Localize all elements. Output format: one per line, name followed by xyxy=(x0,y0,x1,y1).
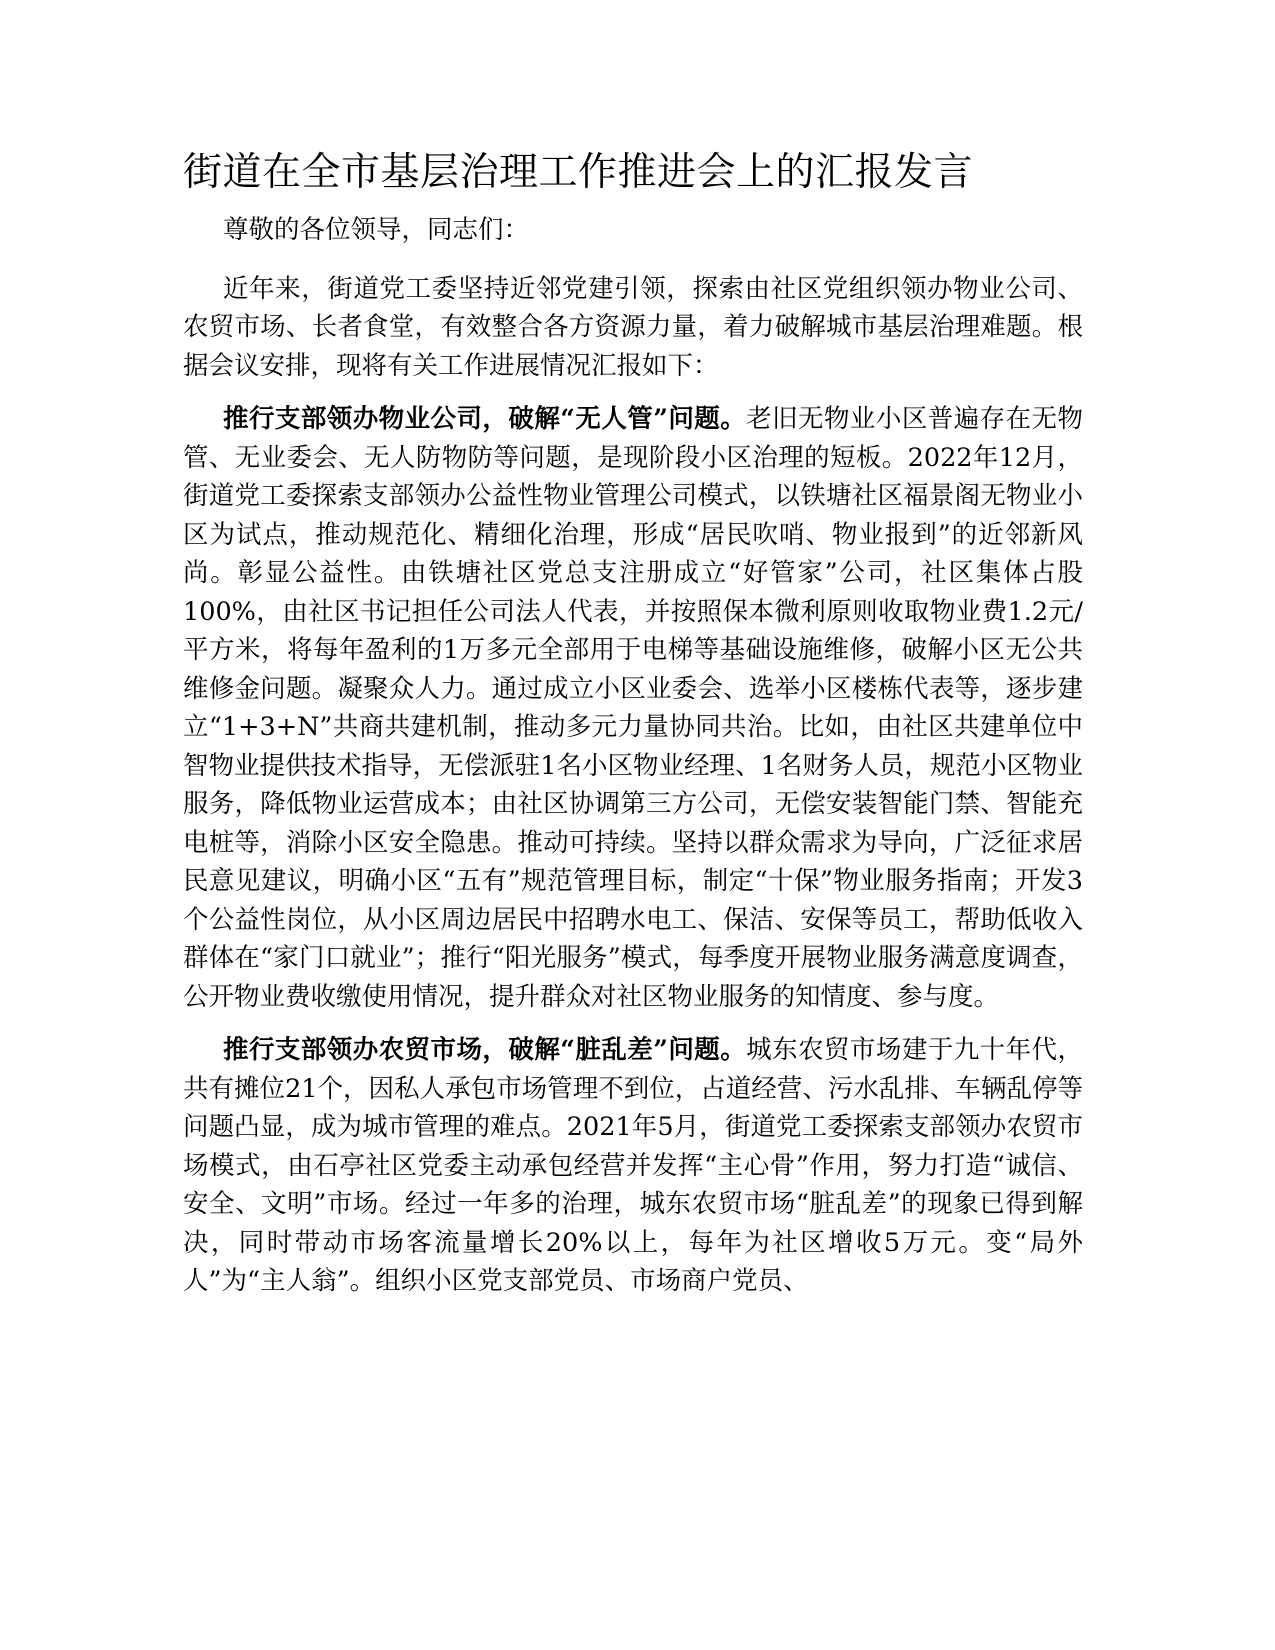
document-title: 街道在全市基层治理工作推进会上的汇报发言 xyxy=(183,150,974,195)
section-property-heading: 推行支部领办物业公司，破解“无人管”问题。 xyxy=(223,404,747,434)
intro-paragraph: 近年来，街道党工委坚持近邻党建引领，探索由社区党组织领办物业公司、农贸市场、长者食堂，有效整合各方资源力量，着力破解城市基层治理难题。根据会议安排，现将有关工作进展情况汇报如下： xyxy=(183,273,1083,381)
section-property-paragraph xyxy=(183,400,1083,1016)
section-market-heading: 推行支部领办农贸市场，破解“脏乱差”问题。 xyxy=(223,1035,747,1065)
section-market-body: 城东农贸市场建于九十年代，共有摊位21个，因私人承包市场管理不到位，占道经营、污水乱排、车辆乱停等问题凸显，成为城市管理的难点。2021年5月，街道党工委探索支部领办农贸市场模式，由石亭社区党委主动承包经营并发挥“主心骨”作用，努力打造“诚信、安全、文明”市场。经过一年多的治理，城东农贸市场“脏乱差”的现象已得到解决，同时带动市场客流量增长20%以上，每年为社区增收5万元。变“局外人”为“主人翁”。组织小区党支部党员、市场商户党员、 xyxy=(183,1035,1083,1296)
document-page xyxy=(183,145,1083,1316)
section-property-body: 老旧无物业小区普遍存在无物管、无业委会、无人防物防等问题，是现阶段小区治理的短板。2022年12月，街道党工委探索支部领办公益性物业管理公司模式，以铁塘社区福景阁无物业小区为试点，推动规范化、精细化治理，形成“居民吹哨、物业报到”的近邻新风尚。彰显公益性。由铁塘社区党总支注册成立“好管家”公司，社区集体占股100%，由社区书记担任公司法人代表，并按照保本微利原则收取物业费1.2元/平方米，将每年盈利的1万多元全部用于电梯等基础设施维修，破解小区无公共维修金问题。凝聚众人力。通过成立小区业委会、选举小区楼栋代表等，逐步建立“1+3+N”共商共建机制，推动多元力量协同共治。比如，由社区共建单位中智物业提供技术指导，无偿派驻1名小区物业经理、1名财务人员，规范小区物业服务，降低物业运营成本；由社区协调第三方公司，无偿安装智能门禁、智能充电桩等，消除小区安全隐患。推动可持续。坚持以群众需求为导向，广泛征求居民意见建议，明确小区“五有”规范管理目标，制定“十保”物业服务指南；开发3个公益性岗位，从小区周边居民中招聘水电工、保洁、安保等员工，帮助低收入群体在“家门口就业”；推行“阳光服务”模式，每季度开展物业服务满意度调查，公开物业费收缴使用情况，提升群众对社区物业服务的知情度、参与度。 xyxy=(183,404,1083,1012)
section-market-paragraph xyxy=(183,1031,1083,1301)
salutation: 尊敬的各位领导，同志们： xyxy=(223,215,530,245)
